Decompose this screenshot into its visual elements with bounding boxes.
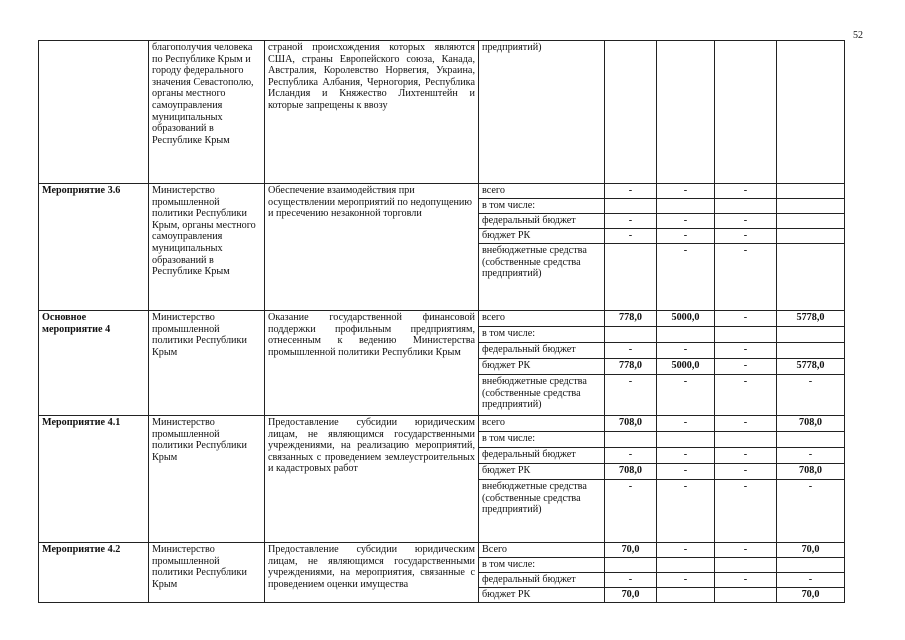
funding-source-label: всего [479,416,605,432]
description-cell: Оказание государственной финансовой поддержки профильным предприятиям, отнесенным к ведению Министерства промышленной политики Республики Крым [265,311,479,416]
amount-cell [715,558,777,573]
table-row [39,416,845,432]
amount-cell: 70,0 [605,543,657,558]
amount-cell: - [657,573,715,588]
amount-cell: 708,0 [605,416,657,432]
funding-source-label: всего [479,184,605,199]
amount-cell: - [715,184,777,199]
amount-cell [605,41,657,184]
amount-cell: - [605,375,657,416]
funding-source-label: федеральный бюджет [479,573,605,588]
amount-total-cell: - [777,448,845,464]
amount-cell [715,588,777,603]
amount-cell: - [605,480,657,543]
amount-total-cell: - [777,480,845,543]
amount-cell: - [715,416,777,432]
amount-total-cell: 70,0 [777,543,845,558]
amount-cell [657,588,715,603]
amount-cell: - [715,480,777,543]
amount-total-cell: - [777,573,845,588]
amount-cell: - [657,229,715,244]
amount-cell [657,558,715,573]
funding-source-label: в том числе: [479,558,605,573]
table-row [39,184,845,199]
funding-source-cell: предприятий) [479,41,605,184]
amount-cell: - [715,343,777,359]
executor-cell: Министерство промышленной политики Республики Крым [149,543,265,603]
funding-source-label: бюджет РК [479,229,605,244]
amount-cell: 5000,0 [657,359,715,375]
amount-cell: - [657,244,715,311]
amount-cell [605,558,657,573]
amount-cell: - [605,184,657,199]
amount-cell: 778,0 [605,311,657,327]
amount-cell: - [657,184,715,199]
amount-total-cell [777,327,845,343]
amount-cell [657,327,715,343]
amount-cell: - [657,448,715,464]
funding-source-label: бюджет РК [479,588,605,603]
amount-cell: - [715,464,777,480]
amount-total-cell: 708,0 [777,464,845,480]
amount-total-cell [777,432,845,448]
amount-total-cell: 5778,0 [777,359,845,375]
amount-total-cell [777,229,845,244]
amount-total-cell [777,199,845,214]
amount-cell: - [657,375,715,416]
table-row [39,41,845,184]
funding-source-label: бюджет РК [479,464,605,480]
amount-cell: - [715,359,777,375]
amount-cell: - [715,244,777,311]
funding-source-label: внебюджетные средства (собственные средства предприятий) [479,480,605,543]
executor-cell: Министерство промышленной политики Республики Крым, органы местного самоуправления муниципальных образований в Республике Крым [149,184,265,311]
activity-name-cell: Основное мероприятие 4 [39,311,149,416]
amount-cell [777,41,845,184]
amount-cell [605,432,657,448]
description-cell: Обеспечение взаимодействия при осуществлении мероприятий по недопущению и пресечению незаконной торговли [265,184,479,311]
funding-source-label: в том числе: [479,199,605,214]
amount-cell: 708,0 [605,464,657,480]
amount-cell: - [605,573,657,588]
amount-cell: - [605,343,657,359]
amount-cell: - [657,416,715,432]
amount-cell [657,432,715,448]
amount-total-cell: 70,0 [777,588,845,603]
funding-source-label: федеральный бюджет [479,343,605,359]
amount-total-cell: 708,0 [777,416,845,432]
amount-cell: - [657,343,715,359]
amount-cell [657,41,715,184]
amount-cell [715,199,777,214]
funding-source-label: бюджет РК [479,359,605,375]
activity-name-cell: Мероприятие 3.6 [39,184,149,311]
description-cell: Предоставление субсидии юридическим лицам, не являющимся государственными учреждениями, на мероприятия, связанные с проведением оценки имущества [265,543,479,603]
funding-source-label: в том числе: [479,327,605,343]
amount-cell: - [657,464,715,480]
amount-cell: - [657,214,715,229]
activity-name-cell: Мероприятие 4.2 [39,543,149,603]
funding-source-label: в том числе: [479,432,605,448]
funding-source-label: федеральный бюджет [479,448,605,464]
amount-cell [715,41,777,184]
amount-total-cell [777,558,845,573]
page-number: 52 [853,30,863,41]
amount-cell: - [715,311,777,327]
table-row [39,543,845,558]
amount-cell: 5000,0 [657,311,715,327]
amount-cell: - [715,375,777,416]
amount-cell [657,199,715,214]
amount-cell [715,327,777,343]
executor-cell: благополучия человека по Республике Крым и городу федерального значения Севастополю, органы местного самоуправления муниципальных образований в Республике Крым [149,41,265,184]
amount-cell: - [715,229,777,244]
amount-cell [605,244,657,311]
amount-cell: 70,0 [605,588,657,603]
amount-cell [605,199,657,214]
executor-cell: Министерство промышленной политики Республики Крым [149,311,265,416]
amount-cell: - [715,448,777,464]
amount-cell: - [605,448,657,464]
description-cell: Предоставление субсидии юридическим лицам, не являющимся государственными учреждениями, на реализацию мероприятий, связанных с проведением землеустроительных и кадастровых работ [265,416,479,543]
description-cell: страной происхождения которых являются США, страны Европейского союза, Канада, Австралия, Королевство Норвегия, Украина, Республика Албания, Черногория, Республика Исландия и Княжество Лихтенштейн и которые запрещены к ввозу [265,41,479,184]
amount-cell: - [657,480,715,543]
amount-cell: - [715,573,777,588]
executor-cell: Министерство промышленной политики Республики Крым [149,416,265,543]
funding-source-label: федеральный бюджет [479,214,605,229]
amount-total-cell [777,184,845,199]
amount-total-cell [777,244,845,311]
amount-cell: 778,0 [605,359,657,375]
amount-cell: - [605,214,657,229]
amount-total-cell [777,214,845,229]
amount-total-cell: 5778,0 [777,311,845,327]
program-activities-table [38,40,845,603]
amount-total-cell: - [777,375,845,416]
amount-cell: - [605,229,657,244]
table-row [39,311,845,327]
amount-cell: - [715,214,777,229]
amount-cell [715,432,777,448]
funding-source-label: всего [479,311,605,327]
amount-cell [605,327,657,343]
activity-name-cell: Мероприятие 4.1 [39,416,149,543]
funding-source-label: внебюджетные средства (собственные средства предприятий) [479,244,605,311]
activity-name-cell [39,41,149,184]
amount-total-cell [777,343,845,359]
amount-cell: - [657,543,715,558]
funding-source-label: внебюджетные средства (собственные средства предприятий) [479,375,605,416]
amount-cell: - [715,543,777,558]
funding-source-label: Всего [479,543,605,558]
